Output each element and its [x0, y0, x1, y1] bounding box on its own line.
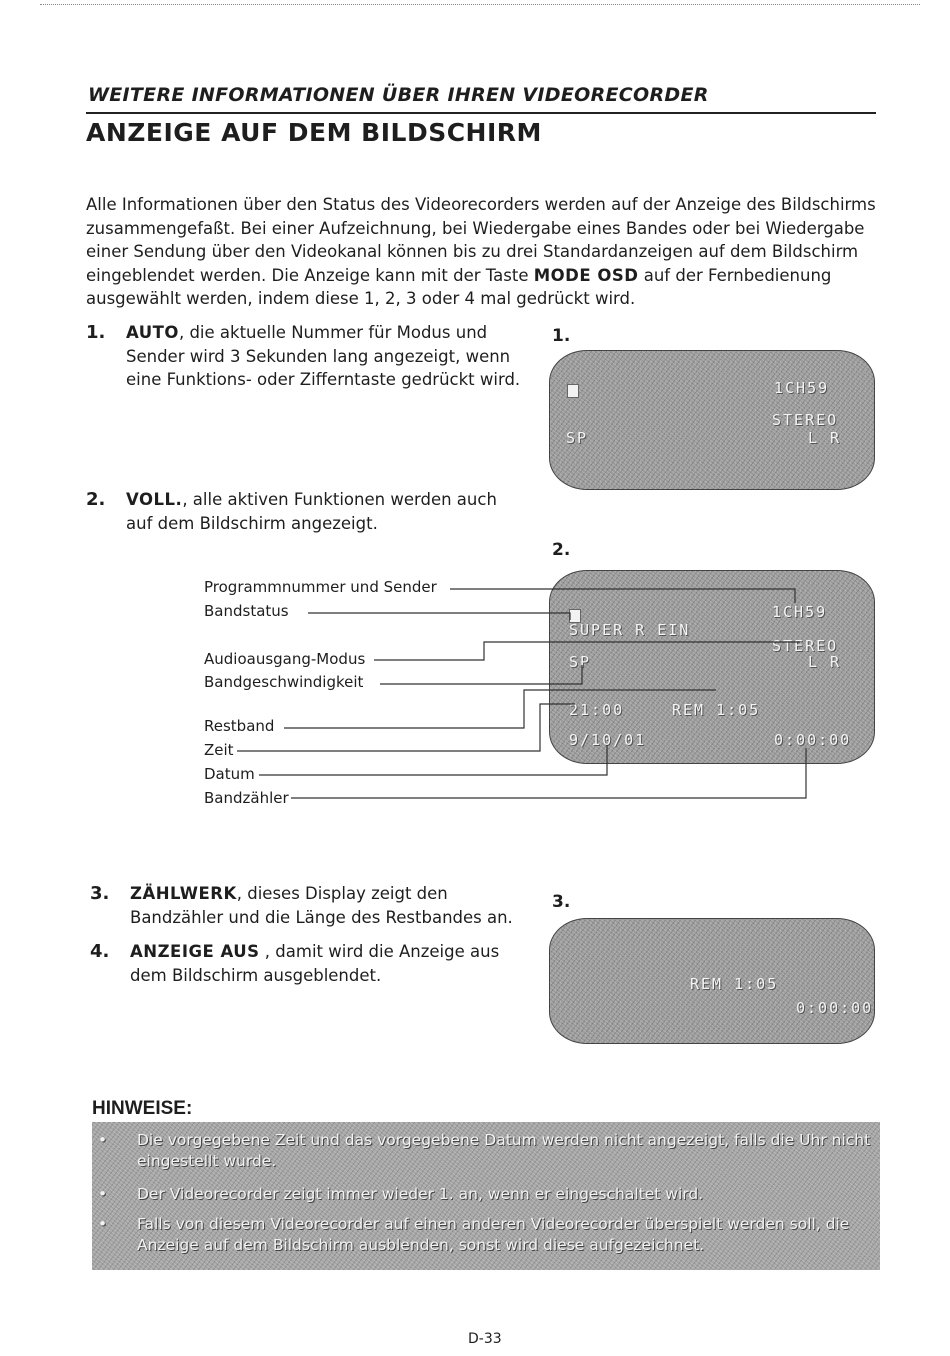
- leader-tape-status: [308, 613, 570, 620]
- intro-text-before: Alle Informationen über den Status des Videorecorders werden auf der Anzeige des Bildschirms zusammengefaßt. Bei einer Aufzeichnung, bei Wiedergabe eines Bandes oder bei Wiedergabe einer Sendung über den Videokanal können bis zu drei Standardanzeigen auf dem Bildschirm eingeblendet werden. Die Anzeige kann mit der Taste: [86, 195, 876, 285]
- osd-speed: SP: [566, 429, 589, 447]
- osd-channel: 1CH59: [772, 603, 828, 621]
- note-item: [92, 1130, 872, 1172]
- bullet-icon: •: [98, 1215, 108, 1233]
- callout-date: Datum: [204, 765, 255, 783]
- leader-audio-mode: [374, 642, 800, 660]
- leader-date: [259, 745, 607, 775]
- item-number: 1.: [86, 322, 106, 343]
- osd-remaining: REM 1:05: [690, 975, 779, 993]
- leader-tape-speed: [380, 665, 582, 684]
- item-keyword: ZÄHLWERK: [130, 884, 237, 903]
- note-text: Der Videorecorder zeigt immer wieder 1. an, wenn er eingeschaltet wird.: [137, 1185, 704, 1203]
- callout-tape-status: Bandstatus: [204, 602, 289, 620]
- osd-audio-lr: L R: [808, 429, 842, 447]
- list-item-zaehlwerk: [90, 882, 540, 929]
- callout-remaining: Restband: [204, 717, 275, 735]
- bullet-icon: •: [98, 1185, 108, 1203]
- osd-time: 21:00: [569, 701, 625, 719]
- section-title: WEITERE INFORMATIONEN ÜBER IHREN VIDEORECORDER: [88, 84, 709, 106]
- screen-3-label: 3.: [552, 892, 571, 912]
- page-number: D-33: [468, 1331, 502, 1347]
- osd-audio-lr: L R: [808, 653, 842, 671]
- osd-remaining: REM 1:05: [672, 701, 761, 719]
- callout-counter: Bandzähler: [204, 789, 289, 807]
- callout-time: Zeit: [204, 741, 234, 759]
- item-text: , dieses Display zeigt den Bandzähler und die Länge des Restbandes an.: [130, 884, 513, 927]
- screen-1-label: 1.: [552, 326, 571, 346]
- note-item: [92, 1214, 872, 1256]
- note-text: Falls von diesem Videorecorder auf einen anderen Videorecorder überspielt werden soll, die Anzeige auf dem Bildschirm ausblenden, sonst wird diese aufgezeichnet.: [137, 1215, 850, 1254]
- osd-screen-zaehlwerk: [549, 918, 875, 1044]
- note-item: [92, 1184, 872, 1205]
- item-keyword: AUTO: [126, 323, 179, 342]
- bullet-icon: •: [98, 1131, 108, 1149]
- page-title: ANZEIGE AUF DEM BILDSCHIRM: [86, 118, 542, 147]
- callout-audio-mode: Audioausgang-Modus: [204, 650, 366, 668]
- item-keyword: ANZEIGE AUS: [130, 942, 260, 961]
- callout-program: Programmnummer und Sender: [204, 578, 437, 596]
- leader-counter: [291, 748, 806, 798]
- osd-counter: 0:00:00: [796, 999, 874, 1017]
- item-keyword: VOLL.: [126, 490, 183, 509]
- osd-tape-status: SUPER R EIN: [569, 621, 691, 639]
- osd-speed: SP: [569, 653, 592, 671]
- note-text: Die vorgegebene Zeit und das vorgegebene Datum werden nicht angezeigt, falls die Uhr nicht eingestellt wurde.: [137, 1131, 871, 1170]
- item-number: 4.: [90, 941, 110, 962]
- osd-channel: 1CH59: [774, 379, 830, 397]
- notes-box: [92, 1122, 880, 1270]
- intro-text-after: auf der Fernbedienung ausgewählt werden, indem diese 1, 2, 3 oder 4 mal gedrückt wird.: [86, 265, 832, 308]
- item-text: , alle aktiven Funktionen werden auch auf dem Bildschirm angezeigt.: [126, 490, 497, 533]
- osd-audio: STEREO: [772, 637, 839, 655]
- screen-2-label: 2.: [552, 540, 571, 560]
- callout-tape-speed: Bandgeschwindigkeit: [204, 673, 364, 691]
- leader-remaining: [284, 690, 716, 728]
- item-text: , die aktuelle Nummer für Modus und Sender wird 3 Sekunden lang angezeigt, wenn eine Funktions- oder Zifferntaste gedrückt wird.: [126, 323, 521, 389]
- item-number: 2.: [86, 489, 106, 510]
- leader-program: [450, 589, 795, 603]
- osd-counter: 0:00:00: [774, 731, 852, 749]
- list-item-anzeige-aus: [90, 940, 540, 987]
- item-number: 3.: [90, 883, 110, 904]
- mode-osd-key: MODE OSD: [533, 265, 639, 285]
- osd-audio: STEREO: [772, 411, 839, 429]
- notes-heading: HINWEISE:: [92, 1098, 193, 1119]
- item-text: , damit wird die Anzeige aus dem Bildschirm ausgeblendet.: [130, 942, 500, 985]
- osd-date: 9/10/01: [569, 731, 647, 749]
